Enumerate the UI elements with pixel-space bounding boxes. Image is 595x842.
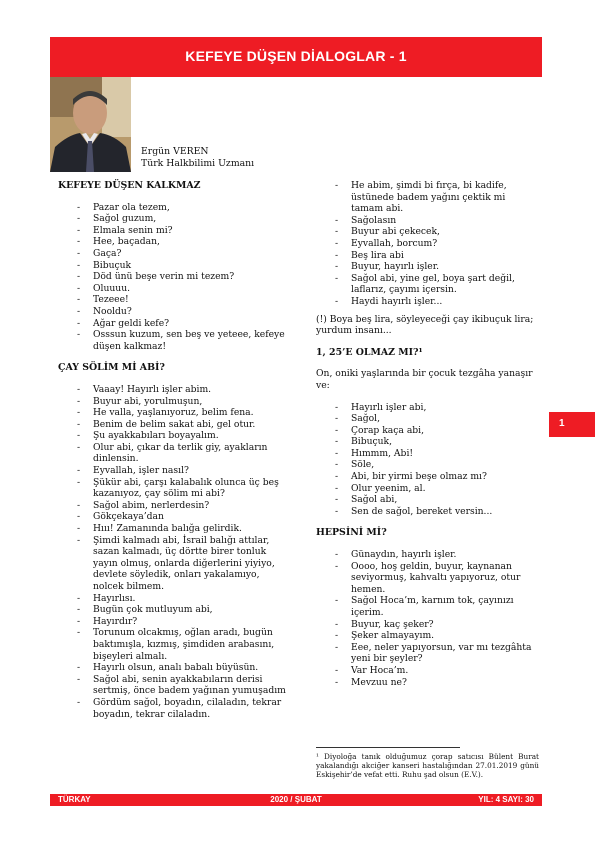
dialogue-line: - Död ünü beşe verin mi tezem? bbox=[58, 271, 290, 283]
dialogue-list bbox=[58, 384, 290, 720]
dialogue-line: - Oluuuu. bbox=[58, 283, 290, 295]
author-name: Ergün VEREN bbox=[141, 146, 209, 157]
dialogue-line: - Şükür abi, çarşı kalabalık olunca üç beş kazanıyoz, çay sölim mi abi? bbox=[58, 477, 290, 500]
author-photo bbox=[50, 77, 131, 172]
dialogue-line: - Çorap kaça abi, bbox=[316, 425, 538, 437]
dialogue-line: - Söle, bbox=[316, 459, 538, 471]
dialogue-line: - Beş lira abi bbox=[316, 250, 538, 262]
author-role: Türk Halkbilimi Uzmanı bbox=[141, 158, 255, 169]
footer-journal: TÜRKAY bbox=[58, 795, 91, 804]
dialogue-line: - Hee, baçadan, bbox=[58, 236, 290, 248]
dialogue-line: - Gaça? bbox=[58, 248, 290, 260]
section-heading: ÇAY SÖLİM Mİ ABİ? bbox=[58, 362, 165, 374]
dialogue-list bbox=[316, 402, 538, 518]
section-heading: 1, 25’E OLMAZ MI?¹ bbox=[316, 346, 423, 358]
dialogue-line: - Var Hoca’m. bbox=[316, 665, 538, 677]
dialogue-line: - Pazar ola tezem, bbox=[58, 202, 290, 214]
spacer bbox=[58, 352, 290, 362]
dialogue-line: - Sağol Hoca’m, karnım tok, çayınızı içerim. bbox=[316, 595, 538, 618]
dialogue-line: - Eyvallah, borcum? bbox=[316, 238, 538, 250]
dialogue-line: - Eyvallah, işler nasıl? bbox=[58, 465, 290, 477]
dialogue-line: - Hayırlı işler abi, bbox=[316, 402, 538, 414]
dialogue-line: - Günaydın, hayırlı işler. bbox=[316, 549, 538, 561]
dialogue-list bbox=[58, 202, 290, 353]
dialogue-line: - Abi, bir yirmi beşe olmaz mı? bbox=[316, 471, 538, 483]
dialogue-line: - Haydi hayırlı işler... bbox=[316, 296, 538, 308]
dialogue-line: - Şimdi kalmadı abi, İsrail balığı attılar, sazan kalmadı, üç dörtte birer tonluk yayın olmuş, onlarda diğerlerini yiyiyo, devlete söyledik, onları yakalamıyo, nolcek bilmem. bbox=[58, 535, 290, 593]
dialogue-line: - Sağol, bbox=[316, 413, 538, 425]
dialogue-line: - He abim, şimdi bi fırça, bi kadife, üstünede badem yağını çektik mi tamam abi. bbox=[316, 180, 538, 215]
dialogue-line: - Bibuçuk, bbox=[316, 436, 538, 448]
dialogue-list bbox=[316, 180, 538, 308]
dialogue-line: - Sağol abi, bbox=[316, 494, 538, 506]
left-column bbox=[58, 180, 290, 720]
author-block bbox=[141, 146, 254, 170]
dialogue-line: - Oooo, hoş geldin, buyur, kaynanan seviyormuş, kahvaltı yapıyoruz, otur hemen. bbox=[316, 561, 538, 596]
dialogue-line: - He valla, yaşlanıyoruz, belim fena. bbox=[58, 407, 290, 419]
footer-date: 2020 / ŞUBAT bbox=[270, 795, 322, 804]
dialogue-line: - Hımmm, Abi! bbox=[316, 448, 538, 460]
page-title: KEFEYE DÜŞEN DİALOGLAR - 1 bbox=[185, 48, 407, 64]
dialogue-line: - Hayırdır? bbox=[58, 616, 290, 628]
dialogue-line: - Sağol guzum, bbox=[58, 213, 290, 225]
section-heading: KEFEYE DÜŞEN KALKMAZ bbox=[58, 180, 201, 191]
dialogue-line: - Sağol abi, senin ayakkabıların derisi sertmiş, önce badem yağınan yumuşadım bbox=[58, 674, 290, 697]
dialogue-line: - Vaaay! Hayırlı işler abim. bbox=[58, 384, 290, 396]
dialogue-line: - Buyur abi çekecek, bbox=[316, 226, 538, 238]
spacer bbox=[316, 337, 538, 347]
section-heading: HEPSİNİ Mİ? bbox=[316, 527, 387, 539]
side-page-number: 1 bbox=[559, 418, 565, 429]
dialogue-line: - Buyur abi, yorulmuşun, bbox=[58, 396, 290, 408]
dialogue-line: - Şu ayakkabıları boyayalım. bbox=[58, 430, 290, 442]
dialogue-line: - Benim de belim sakat abi, gel otur. bbox=[58, 419, 290, 431]
right-column bbox=[316, 180, 538, 688]
dialogue-line: - Buyur, kaç şeker? bbox=[316, 619, 538, 631]
intro-paragraph: On, oniki yaşlarında bir çocuk tezgâha yanaşır ve: bbox=[316, 368, 533, 391]
dialogue-line: - Bibuçuk bbox=[58, 260, 290, 272]
dialogue-line: - Olur abi, çıkar da terlik giy, ayakların dinlensin. bbox=[58, 442, 290, 465]
dialogue-line: - Gördüm sağol, boyadın, cilaladın, tekrar boyadın, tekrar cilaladın. bbox=[58, 697, 290, 720]
footnote: ¹ Diyoloğa tanık olduğumuz çorap satıcısı Bülent Burat yakalandığı akciğer kanseri hastalığından 27.01.2019 günü Eskişehir’de vefat etti. Ruhu şad olsun (E.V.). bbox=[316, 752, 539, 780]
dialogue-line: - Bugün çok mutluyum abi, bbox=[58, 604, 290, 616]
note-paragraph: (!) Boya beş lira, söyleyeceği çay ikibuçuk lira; yurdum insanı... bbox=[316, 313, 534, 337]
side-page-tab bbox=[549, 412, 595, 437]
dialogue-line: - Mevzuu ne? bbox=[316, 677, 538, 689]
dialogue-line: - Sağol abim, nerlerdesin? bbox=[58, 500, 290, 512]
dialogue-line: - Hayırlısı. bbox=[58, 593, 290, 605]
spacer bbox=[316, 517, 538, 527]
dialogue-line: - Sağolasın bbox=[316, 215, 538, 227]
dialogue-line: - Sağol abi, yine gel, boya şart değil, laflarız, çayımı içersin. bbox=[316, 273, 538, 296]
footer-bar bbox=[50, 794, 542, 806]
footer-issue: YIL: 4 SAYI: 30 bbox=[478, 795, 534, 804]
dialogue-line: - Şeker almayayım. bbox=[316, 630, 538, 642]
footnote-divider bbox=[316, 747, 460, 748]
dialogue-line: - Hayırlı olsun, analı babalı büyüsün. bbox=[58, 662, 290, 674]
dialogue-line: - Olur yeenim, al. bbox=[316, 483, 538, 495]
dialogue-line: - Sen de sağol, bereket versin... bbox=[316, 506, 538, 518]
dialogue-line: - Buyur, hayırlı işler. bbox=[316, 261, 538, 273]
dialogue-line: - Torunum olcakmış, oğlan aradı, bugün baktımışla, kızmış, şimdiden arabasını, bişeyleri almalı. bbox=[58, 627, 290, 662]
title-banner bbox=[50, 37, 542, 77]
dialogue-line: - Nooldu? bbox=[58, 306, 290, 318]
dialogue-line: - Eee, neler yapıyorsun, var mı tezgâhta yeni bir şeyler? bbox=[316, 642, 538, 665]
dialogue-line: - Elmala senin mi? bbox=[58, 225, 290, 237]
dialogue-line: - Ağar geldi kefe? bbox=[58, 318, 290, 330]
dialogue-line: - Hııı! Zamanında balığa gelirdik. bbox=[58, 523, 290, 535]
dialogue-line: - Tezeee! bbox=[58, 294, 290, 306]
dialogue-list bbox=[316, 549, 538, 688]
spacer bbox=[316, 392, 538, 402]
dialogue-line: - Gökçekaya’dan bbox=[58, 511, 290, 523]
dialogue-line: - Osssun kuzum, sen beş ve yeteee, kefeye düşen kalkmaz! bbox=[58, 329, 290, 352]
